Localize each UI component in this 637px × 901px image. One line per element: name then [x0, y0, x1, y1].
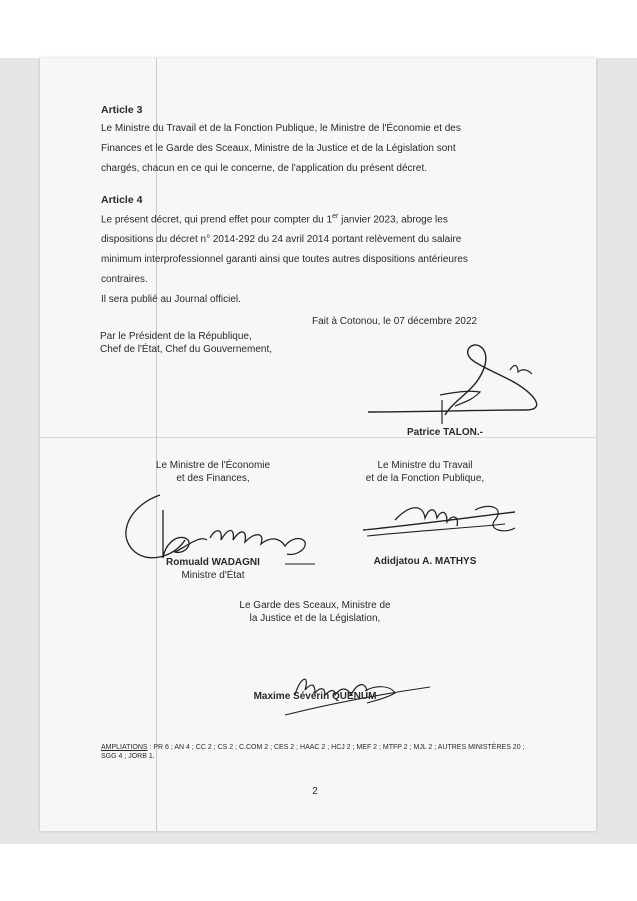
- article-4-line-start: Le présent décret, qui prend effet pour compter du 1: [101, 214, 333, 226]
- article-4-body: [101, 207, 523, 310]
- minister-labour-name: Adidjatou A. MATHYS: [373, 556, 477, 567]
- article-4-line: contraires.: [101, 274, 148, 286]
- minister-labour-title: [345, 459, 505, 485]
- article-3-line: Finances et le Garde des Sceaux, Ministre de la Justice et de la Législation sont: [101, 143, 456, 154]
- article-4-line: minimum interprofessionnel garanti ainsi que toutes autres dispositions antérieures: [101, 254, 468, 266]
- minister-justice-title-line: la Justice et de la Législation,: [249, 613, 381, 624]
- ampliations-label: AMPLIATIONS: [101, 744, 148, 751]
- president-mandate: [100, 330, 272, 356]
- article-3-body: [101, 119, 523, 179]
- article-4-line: [101, 207, 523, 230]
- article-3-heading: Article 3: [101, 104, 143, 116]
- minister-labour-title-line: Le Ministre du Travail: [377, 460, 473, 471]
- minister-labour-title-line: et de la Fonction Publique,: [365, 473, 485, 484]
- president-name: Patrice TALON.-: [407, 427, 483, 438]
- article-4-heading: Article 4: [101, 194, 143, 206]
- president-mandate-line: Par le Président de la République,: [100, 331, 252, 342]
- minister-economy-title-line: Le Ministre de l'Économie: [155, 460, 271, 471]
- minister-justice-name: Maxime Sévérin QUENUM: [253, 691, 377, 702]
- president-mandate-line: Chef de l'État, Chef du Gouvernement,: [100, 344, 273, 355]
- minister-justice-title-line: Le Garde des Sceaux, Ministre de: [239, 600, 391, 611]
- publication-note: Il sera publié au Journal officiel.: [101, 294, 241, 306]
- article-3-line: chargés, chacun en ce qui le concerne, de l'application du présent décret.: [101, 163, 428, 174]
- minister-economy-title-line: et des Finances,: [176, 473, 250, 484]
- article-4-line: dispositions du décret n° 2014-292 du 24 avril 2014 portant relèvement du salaire: [101, 234, 462, 246]
- ampliations: [101, 743, 531, 761]
- page-fold-horizontal: [40, 437, 596, 438]
- article-4-line-end: janvier 2023, abroge les: [338, 214, 448, 226]
- minister-labour-signature: [355, 490, 525, 550]
- page-number: 2: [312, 786, 318, 797]
- article-3-line: Le Ministre du Travail et de la Fonction Publique, le Ministre de l'Économie et des: [101, 123, 461, 134]
- president-signature: [360, 340, 560, 430]
- minister-economy-rank: Ministre d'État: [181, 570, 245, 581]
- article-4-superscript: er: [332, 213, 339, 220]
- ampliations-list: : PR 6 ; AN 4 ; CC 2 ; CS 2 ; C.COM 2 ; CES 2 ; HAAC 2 ; HCJ 2 ; MEF 2 ; MTFP 2 ; MJL 2 ; AUTRES MINISTÈRES 20 ; SGG 4 ; JORB 1.: [101, 744, 525, 760]
- place-date: Fait à Cotonou, le 07 décembre 2022: [312, 316, 478, 327]
- minister-justice-title: [200, 599, 430, 625]
- minister-economy-name: Romuald WADAGNI: [166, 557, 260, 568]
